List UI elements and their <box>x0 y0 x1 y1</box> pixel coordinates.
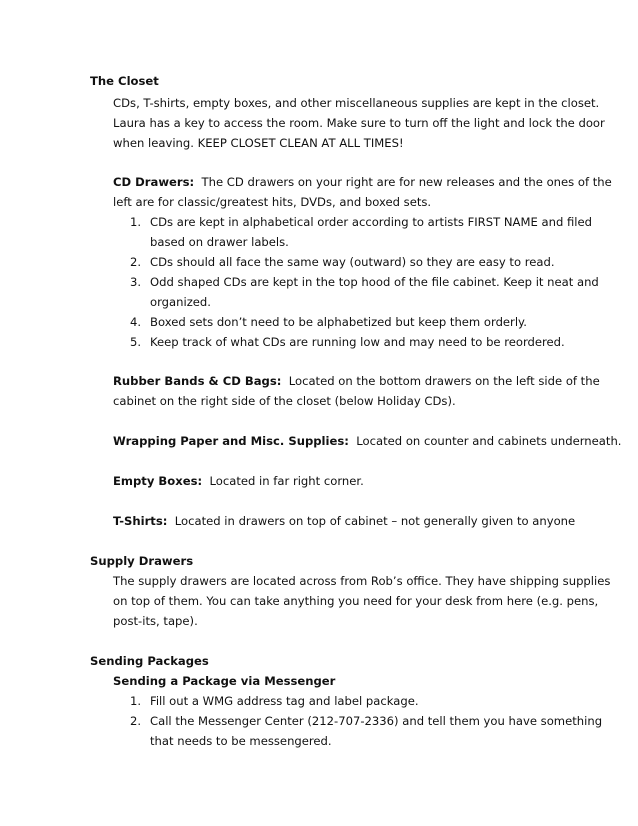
list-number: 2. <box>130 255 142 269</box>
list-item <box>113 332 573 352</box>
list-item <box>113 711 603 751</box>
list-number: 3. <box>130 275 142 289</box>
closet-line: when leaving. KEEP CLOSET CLEAN AT ALL TIMES! <box>113 136 404 150</box>
closet-heading: The Closet <box>90 74 159 88</box>
list-item <box>113 252 573 272</box>
list-item-text: that needs to be messengered. <box>150 734 332 748</box>
rubber-bands-text: Located on the bottom drawers on the left side of the <box>281 374 600 388</box>
empty-boxes-label: Empty Boxes: <box>113 474 203 488</box>
cd-drawers-text: The CD drawers on your right are for new releases and the ones of the <box>194 175 612 189</box>
list-item-text: based on drawer labels. <box>150 235 289 249</box>
sending-packages-heading: Sending Packages <box>90 654 209 668</box>
closet-paragraph <box>113 93 605 153</box>
cd-drawers-label: CD Drawers: <box>113 175 195 189</box>
list-item-text: Boxed sets don’t need to be alphabetized but keep them orderly. <box>150 315 527 329</box>
list-item <box>113 691 573 711</box>
rubber-bands-label: Rubber Bands & CD Bags: <box>113 374 282 388</box>
list-item-text: CDs are kept in alphabetical order according to artists FIRST NAME and filed <box>150 215 592 229</box>
supply-drawers-line: post-its, tape). <box>113 614 198 628</box>
list-number: 5. <box>130 335 142 349</box>
tshirts-text: Located in drawers on top of cabinet – not generally given to anyone <box>167 514 576 528</box>
tshirts-label: T-Shirts: <box>113 514 168 528</box>
empty-boxes-text: Located in far right corner. <box>202 474 364 488</box>
rubber-bands-text: cabinet on the right side of the closet (below Holiday CDs). <box>113 394 456 408</box>
empty-boxes-entry <box>113 471 573 491</box>
supply-drawers-paragraph <box>113 571 611 631</box>
messenger-subheading: Sending a Package via Messenger <box>113 674 336 688</box>
list-item <box>113 312 573 332</box>
list-item-text: Odd shaped CDs are kept in the top hood of the file cabinet. Keep it neat and <box>150 275 599 289</box>
list-item-text: organized. <box>150 295 211 309</box>
cd-drawers-entry <box>113 172 612 212</box>
list-item <box>113 272 599 312</box>
list-item-text: Call the Messenger Center (212-707-2336) and tell them you have something <box>150 714 603 728</box>
wrapping-paper-entry <box>113 431 622 451</box>
list-item-text: Keep track of what CDs are running low and may need to be reordered. <box>150 335 565 349</box>
supply-drawers-heading: Supply Drawers <box>90 554 194 568</box>
list-item <box>113 212 592 252</box>
closet-line: Laura has a key to access the room. Make sure to turn off the light and lock the door <box>113 116 605 130</box>
list-item-text: Fill out a WMG address tag and label package. <box>150 694 419 708</box>
rubber-bands-entry <box>113 371 600 411</box>
cd-drawers-list <box>113 212 599 352</box>
wrapping-paper-text: Located on counter and cabinets underneath. <box>348 434 622 448</box>
cd-drawers-text: left are for classic/greatest hits, DVDs, and boxed sets. <box>113 195 432 209</box>
list-number: 2. <box>130 714 142 728</box>
supply-drawers-line: on top of them. You can take anything you need for your desk from here (e.g. pens, <box>113 594 599 608</box>
list-number: 1. <box>130 694 142 708</box>
list-number: 4. <box>130 315 142 329</box>
supply-drawers-line: The supply drawers are located across from Rob’s office. They have shipping supplies <box>113 574 611 588</box>
list-number: 1. <box>130 215 142 229</box>
tshirts-entry <box>113 511 576 531</box>
list-item-text: CDs should all face the same way (outward) so they are easy to read. <box>150 255 555 269</box>
closet-line: CDs, T-shirts, empty boxes, and other miscellaneous supplies are kept in the closet. <box>113 96 600 110</box>
wrapping-paper-label: Wrapping Paper and Misc. Supplies: <box>113 434 349 448</box>
messenger-steps-list <box>113 691 603 751</box>
